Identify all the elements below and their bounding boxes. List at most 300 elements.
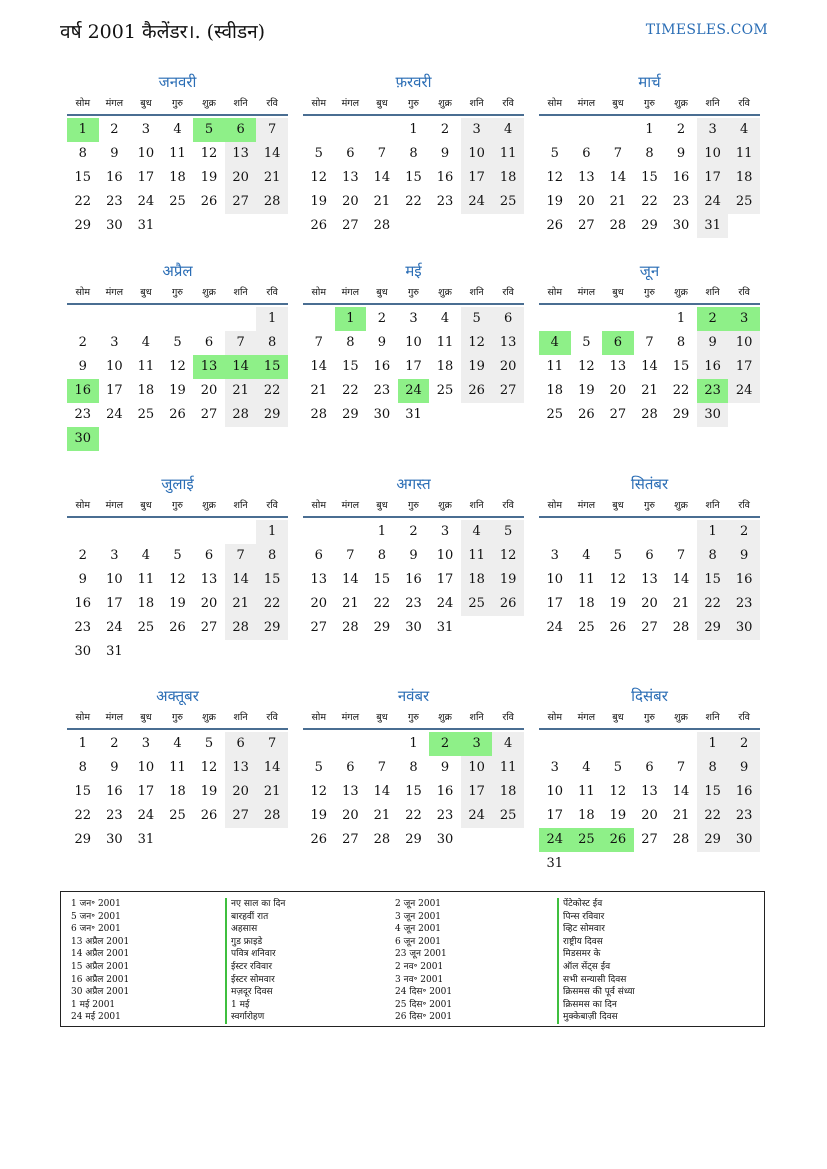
day-cell[interactable]: 1 bbox=[67, 118, 99, 142]
day-cell[interactable]: 7 bbox=[377, 760, 387, 775]
day-cell[interactable]: 1 bbox=[645, 122, 654, 137]
day-cell[interactable]: 19 bbox=[609, 808, 627, 823]
day-cell[interactable]: 7 bbox=[314, 335, 323, 350]
day-cell[interactable]: 28 bbox=[672, 832, 690, 847]
day-cell[interactable]: 8 bbox=[256, 331, 288, 355]
day-cell[interactable]: 12 bbox=[609, 572, 627, 587]
day-cell[interactable]: 25 bbox=[137, 407, 155, 422]
day-cell[interactable]: 11 bbox=[137, 572, 155, 587]
day-cell[interactable]: 2 bbox=[78, 548, 87, 563]
day-cell[interactable]: 9 bbox=[676, 146, 686, 161]
day-cell[interactable]: 12 bbox=[310, 170, 328, 185]
day-cell[interactable]: 9 bbox=[440, 146, 450, 161]
day-cell[interactable]: 27 bbox=[225, 190, 257, 214]
day-cell[interactable]: 6 bbox=[346, 146, 355, 161]
day-cell[interactable]: 16 bbox=[436, 170, 454, 185]
day-cell[interactable]: 12 bbox=[200, 146, 218, 161]
day-cell[interactable]: 2 bbox=[728, 520, 760, 544]
day-cell[interactable]: 4 bbox=[461, 520, 493, 544]
day-cell[interactable]: 29 bbox=[74, 218, 92, 233]
day-cell[interactable]: 19 bbox=[492, 568, 524, 592]
day-cell[interactable]: 3 bbox=[141, 122, 151, 137]
day-cell[interactable]: 24 bbox=[398, 379, 430, 403]
day-cell[interactable]: 8 bbox=[645, 146, 654, 161]
day-cell[interactable]: 5 bbox=[204, 736, 214, 751]
day-cell[interactable]: 23 bbox=[74, 407, 92, 422]
day-cell[interactable]: 26 bbox=[310, 218, 328, 233]
day-cell[interactable]: 3 bbox=[440, 524, 450, 539]
day-cell[interactable]: 25 bbox=[492, 190, 524, 214]
day-cell[interactable]: 21 bbox=[672, 596, 690, 611]
day-cell[interactable]: 1 bbox=[697, 520, 729, 544]
day-cell[interactable]: 14 bbox=[609, 170, 627, 185]
day-cell[interactable]: 13 bbox=[609, 359, 627, 374]
day-cell[interactable]: 14 bbox=[256, 142, 288, 166]
day-cell[interactable]: 30 bbox=[74, 644, 92, 659]
day-cell[interactable]: 21 bbox=[373, 194, 391, 209]
day-cell[interactable]: 27 bbox=[609, 407, 627, 422]
day-cell[interactable]: 20 bbox=[225, 780, 257, 804]
day-cell[interactable]: 17 bbox=[436, 572, 454, 587]
site-link[interactable]: TIMESLES.COM bbox=[645, 22, 768, 38]
day-cell[interactable]: 12 bbox=[546, 170, 564, 185]
day-cell[interactable]: 1 bbox=[377, 524, 387, 539]
day-cell[interactable]: 26 bbox=[609, 620, 627, 635]
day-cell[interactable]: 14 bbox=[373, 784, 391, 799]
day-cell[interactable]: 29 bbox=[641, 218, 658, 233]
day-cell[interactable]: 23 bbox=[106, 194, 123, 209]
day-cell[interactable]: 22 bbox=[74, 808, 92, 823]
day-cell[interactable]: 5 bbox=[314, 146, 323, 161]
day-cell[interactable]: 8 bbox=[377, 548, 387, 563]
day-cell[interactable]: 2 bbox=[440, 122, 450, 137]
day-cell[interactable]: 19 bbox=[169, 383, 186, 398]
day-cell[interactable]: 4 bbox=[728, 118, 760, 142]
day-cell[interactable]: 7 bbox=[225, 544, 257, 568]
day-cell[interactable]: 28 bbox=[373, 218, 391, 233]
day-cell[interactable]: 20 bbox=[641, 596, 658, 611]
day-cell[interactable]: 2 bbox=[429, 732, 461, 756]
day-cell[interactable]: 31 bbox=[137, 832, 155, 847]
day-cell[interactable]: 13 bbox=[342, 784, 359, 799]
day-cell[interactable]: 3 bbox=[461, 118, 493, 142]
day-cell[interactable]: 21 bbox=[310, 383, 328, 398]
day-cell[interactable]: 20 bbox=[200, 596, 218, 611]
day-cell[interactable]: 22 bbox=[405, 194, 422, 209]
day-cell[interactable]: 22 bbox=[405, 808, 422, 823]
day-cell[interactable]: 13 bbox=[225, 142, 257, 166]
day-cell[interactable]: 5 bbox=[582, 335, 591, 350]
day-cell[interactable]: 21 bbox=[225, 379, 257, 403]
day-cell[interactable]: 7 bbox=[377, 146, 387, 161]
day-cell[interactable]: 5 bbox=[461, 307, 493, 331]
day-cell[interactable]: 10 bbox=[106, 359, 123, 374]
day-cell[interactable]: 17 bbox=[405, 359, 422, 374]
day-cell[interactable]: 22 bbox=[697, 804, 729, 828]
day-cell[interactable]: 28 bbox=[256, 804, 288, 828]
day-cell[interactable]: 29 bbox=[342, 407, 359, 422]
day-cell[interactable]: 29 bbox=[256, 616, 288, 640]
day-cell[interactable]: 29 bbox=[697, 616, 729, 640]
day-cell[interactable]: 13 bbox=[342, 170, 359, 185]
day-cell[interactable]: 16 bbox=[373, 359, 391, 374]
day-cell[interactable]: 23 bbox=[106, 808, 123, 823]
day-cell[interactable]: 11 bbox=[492, 756, 524, 780]
day-cell[interactable]: 3 bbox=[141, 736, 151, 751]
day-cell[interactable]: 11 bbox=[546, 359, 564, 374]
day-cell[interactable]: 21 bbox=[342, 596, 359, 611]
day-cell[interactable]: 23 bbox=[436, 194, 454, 209]
day-cell[interactable]: 26 bbox=[200, 194, 218, 209]
day-cell[interactable]: 19 bbox=[546, 194, 564, 209]
day-cell[interactable]: 18 bbox=[169, 784, 186, 799]
day-cell[interactable]: 14 bbox=[672, 572, 690, 587]
day-cell[interactable]: 20 bbox=[225, 166, 257, 190]
day-cell[interactable]: 30 bbox=[373, 407, 391, 422]
day-cell[interactable]: 7 bbox=[225, 331, 257, 355]
day-cell[interactable]: 27 bbox=[225, 804, 257, 828]
day-cell[interactable]: 13 bbox=[193, 355, 225, 379]
day-cell[interactable]: 8 bbox=[697, 544, 729, 568]
day-cell[interactable]: 13 bbox=[200, 572, 218, 587]
day-cell[interactable]: 19 bbox=[200, 170, 218, 185]
day-cell[interactable]: 4 bbox=[492, 732, 524, 756]
day-cell[interactable]: 18 bbox=[492, 166, 524, 190]
day-cell[interactable]: 5 bbox=[613, 760, 623, 775]
day-cell[interactable]: 23 bbox=[405, 596, 422, 611]
day-cell[interactable]: 14 bbox=[225, 568, 257, 592]
day-cell[interactable]: 23 bbox=[436, 808, 454, 823]
day-cell[interactable]: 5 bbox=[193, 118, 225, 142]
day-cell[interactable]: 17 bbox=[461, 166, 493, 190]
day-cell[interactable]: 8 bbox=[676, 335, 686, 350]
day-cell[interactable]: 29 bbox=[672, 407, 690, 422]
day-cell[interactable]: 4 bbox=[582, 760, 591, 775]
day-cell[interactable]: 17 bbox=[137, 170, 155, 185]
day-cell[interactable]: 18 bbox=[546, 383, 564, 398]
day-cell[interactable]: 15 bbox=[74, 784, 92, 799]
day-cell[interactable]: 16 bbox=[672, 170, 690, 185]
day-cell[interactable]: 26 bbox=[492, 592, 524, 616]
day-cell[interactable]: 30 bbox=[67, 427, 99, 451]
day-cell[interactable]: 8 bbox=[697, 756, 729, 780]
day-cell[interactable]: 31 bbox=[697, 214, 729, 238]
day-cell[interactable]: 12 bbox=[461, 331, 493, 355]
day-cell[interactable]: 9 bbox=[409, 548, 418, 563]
day-cell[interactable]: 24 bbox=[546, 620, 564, 635]
day-cell[interactable]: 10 bbox=[137, 760, 155, 775]
day-cell[interactable]: 25 bbox=[728, 190, 760, 214]
day-cell[interactable]: 14 bbox=[310, 359, 328, 374]
day-cell[interactable]: 15 bbox=[256, 568, 288, 592]
day-cell[interactable]: 15 bbox=[74, 170, 92, 185]
day-cell[interactable]: 24 bbox=[137, 808, 155, 823]
day-cell[interactable]: 24 bbox=[106, 620, 123, 635]
day-cell[interactable]: 13 bbox=[578, 170, 595, 185]
day-cell[interactable]: 30 bbox=[106, 832, 123, 847]
day-cell[interactable]: 27 bbox=[342, 832, 359, 847]
day-cell[interactable]: 25 bbox=[169, 808, 186, 823]
day-cell[interactable]: 24 bbox=[461, 190, 493, 214]
day-cell[interactable]: 18 bbox=[137, 596, 155, 611]
day-cell[interactable]: 2 bbox=[676, 122, 686, 137]
day-cell[interactable]: 3 bbox=[110, 335, 119, 350]
day-cell[interactable]: 7 bbox=[346, 548, 355, 563]
day-cell[interactable]: 2 bbox=[78, 335, 87, 350]
day-cell[interactable]: 22 bbox=[342, 383, 359, 398]
day-cell[interactable]: 21 bbox=[672, 808, 690, 823]
day-cell[interactable]: 19 bbox=[461, 355, 493, 379]
day-cell[interactable]: 16 bbox=[106, 170, 123, 185]
day-cell[interactable]: 10 bbox=[405, 335, 422, 350]
day-cell[interactable]: 9 bbox=[697, 331, 729, 355]
day-cell[interactable]: 30 bbox=[405, 620, 422, 635]
day-cell[interactable]: 10 bbox=[728, 331, 760, 355]
day-cell[interactable]: 15 bbox=[373, 572, 391, 587]
day-cell[interactable]: 11 bbox=[492, 142, 524, 166]
day-cell[interactable]: 15 bbox=[405, 170, 422, 185]
day-cell[interactable]: 31 bbox=[436, 620, 454, 635]
day-cell[interactable]: 31 bbox=[546, 856, 564, 871]
day-cell[interactable]: 3 bbox=[461, 732, 493, 756]
day-cell[interactable]: 1 bbox=[409, 122, 418, 137]
day-cell[interactable]: 4 bbox=[492, 118, 524, 142]
day-cell[interactable]: 18 bbox=[492, 780, 524, 804]
day-cell[interactable]: 13 bbox=[225, 756, 257, 780]
day-cell[interactable]: 6 bbox=[492, 307, 524, 331]
day-cell[interactable]: 26 bbox=[546, 218, 564, 233]
day-cell[interactable]: 17 bbox=[106, 383, 123, 398]
day-cell[interactable]: 3 bbox=[728, 307, 760, 331]
day-cell[interactable]: 6 bbox=[645, 548, 654, 563]
day-cell[interactable]: 20 bbox=[342, 808, 359, 823]
day-cell[interactable]: 27 bbox=[342, 218, 359, 233]
day-cell[interactable]: 6 bbox=[602, 331, 634, 355]
day-cell[interactable]: 28 bbox=[342, 620, 359, 635]
day-cell[interactable]: 10 bbox=[546, 572, 564, 587]
day-cell[interactable]: 11 bbox=[461, 544, 493, 568]
day-cell[interactable]: 24 bbox=[697, 190, 729, 214]
day-cell[interactable]: 22 bbox=[697, 592, 729, 616]
day-cell[interactable]: 6 bbox=[204, 335, 214, 350]
day-cell[interactable]: 26 bbox=[169, 620, 186, 635]
day-cell[interactable]: 19 bbox=[310, 194, 328, 209]
day-cell[interactable]: 11 bbox=[169, 760, 186, 775]
day-cell[interactable]: 20 bbox=[310, 596, 328, 611]
day-cell[interactable]: 26 bbox=[200, 808, 218, 823]
day-cell[interactable]: 14 bbox=[225, 355, 257, 379]
day-cell[interactable]: 13 bbox=[641, 572, 658, 587]
day-cell[interactable]: 11 bbox=[578, 784, 595, 799]
day-cell[interactable]: 8 bbox=[256, 544, 288, 568]
day-cell[interactable]: 27 bbox=[492, 379, 524, 403]
day-cell[interactable]: 7 bbox=[676, 760, 686, 775]
day-cell[interactable]: 16 bbox=[67, 379, 99, 403]
day-cell[interactable]: 30 bbox=[672, 218, 690, 233]
day-cell[interactable]: 7 bbox=[676, 548, 686, 563]
day-cell[interactable]: 31 bbox=[405, 407, 422, 422]
day-cell[interactable]: 17 bbox=[106, 596, 123, 611]
day-cell[interactable]: 12 bbox=[169, 359, 186, 374]
day-cell[interactable]: 2 bbox=[697, 307, 729, 331]
day-cell[interactable]: 26 bbox=[310, 832, 328, 847]
day-cell[interactable]: 30 bbox=[436, 832, 454, 847]
day-cell[interactable]: 23 bbox=[672, 194, 690, 209]
day-cell[interactable]: 16 bbox=[728, 568, 760, 592]
day-cell[interactable]: 27 bbox=[200, 407, 218, 422]
day-cell[interactable]: 8 bbox=[409, 760, 418, 775]
day-cell[interactable]: 16 bbox=[405, 572, 422, 587]
day-cell[interactable]: 20 bbox=[492, 355, 524, 379]
day-cell[interactable]: 25 bbox=[137, 620, 155, 635]
day-cell[interactable]: 22 bbox=[256, 592, 288, 616]
day-cell[interactable]: 9 bbox=[728, 756, 760, 780]
day-cell[interactable]: 18 bbox=[137, 383, 155, 398]
day-cell[interactable]: 25 bbox=[436, 383, 454, 398]
day-cell[interactable]: 13 bbox=[641, 784, 658, 799]
day-cell[interactable]: 14 bbox=[342, 572, 359, 587]
day-cell[interactable]: 15 bbox=[405, 784, 422, 799]
day-cell[interactable]: 25 bbox=[169, 194, 186, 209]
day-cell[interactable]: 28 bbox=[225, 403, 257, 427]
day-cell[interactable]: 2 bbox=[409, 524, 418, 539]
day-cell[interactable]: 9 bbox=[728, 544, 760, 568]
day-cell[interactable]: 29 bbox=[256, 403, 288, 427]
day-cell[interactable]: 8 bbox=[78, 146, 87, 161]
day-cell[interactable]: 5 bbox=[173, 335, 182, 350]
day-cell[interactable]: 21 bbox=[373, 808, 391, 823]
day-cell[interactable]: 16 bbox=[697, 355, 729, 379]
day-cell[interactable]: 23 bbox=[728, 592, 760, 616]
day-cell[interactable]: 13 bbox=[492, 331, 524, 355]
day-cell[interactable]: 21 bbox=[225, 592, 257, 616]
day-cell[interactable]: 20 bbox=[342, 194, 359, 209]
day-cell[interactable]: 19 bbox=[310, 808, 328, 823]
day-cell[interactable]: 2 bbox=[377, 311, 387, 326]
day-cell[interactable]: 11 bbox=[728, 142, 760, 166]
day-cell[interactable]: 10 bbox=[461, 756, 493, 780]
day-cell[interactable]: 15 bbox=[342, 359, 359, 374]
day-cell[interactable]: 20 bbox=[641, 808, 658, 823]
day-cell[interactable]: 16 bbox=[106, 784, 123, 799]
day-cell[interactable]: 16 bbox=[728, 780, 760, 804]
day-cell[interactable]: 6 bbox=[225, 118, 257, 142]
day-cell[interactable]: 30 bbox=[728, 828, 760, 852]
day-cell[interactable]: 10 bbox=[461, 142, 493, 166]
day-cell[interactable]: 19 bbox=[609, 596, 627, 611]
day-cell[interactable]: 1 bbox=[256, 520, 288, 544]
day-cell[interactable]: 10 bbox=[106, 572, 123, 587]
day-cell[interactable]: 13 bbox=[310, 572, 328, 587]
day-cell[interactable]: 19 bbox=[200, 784, 218, 799]
day-cell[interactable]: 20 bbox=[609, 383, 627, 398]
day-cell[interactable]: 19 bbox=[578, 383, 595, 398]
day-cell[interactable]: 30 bbox=[728, 616, 760, 640]
day-cell[interactable]: 23 bbox=[74, 620, 92, 635]
day-cell[interactable]: 12 bbox=[492, 544, 524, 568]
day-cell[interactable]: 4 bbox=[539, 331, 571, 355]
day-cell[interactable]: 22 bbox=[74, 194, 92, 209]
day-cell[interactable]: 10 bbox=[137, 146, 155, 161]
day-cell[interactable]: 1 bbox=[697, 732, 729, 756]
day-cell[interactable]: 23 bbox=[697, 379, 729, 403]
day-cell[interactable]: 9 bbox=[110, 760, 119, 775]
day-cell[interactable]: 11 bbox=[436, 335, 454, 350]
day-cell[interactable]: 27 bbox=[641, 620, 658, 635]
day-cell[interactable]: 18 bbox=[169, 170, 186, 185]
day-cell[interactable]: 11 bbox=[578, 572, 595, 587]
day-cell[interactable]: 10 bbox=[436, 548, 454, 563]
day-cell[interactable]: 15 bbox=[697, 780, 729, 804]
day-cell[interactable]: 24 bbox=[728, 379, 760, 403]
day-cell[interactable]: 25 bbox=[571, 828, 603, 852]
day-cell[interactable]: 21 bbox=[641, 383, 658, 398]
day-cell[interactable]: 10 bbox=[546, 784, 564, 799]
day-cell[interactable]: 31 bbox=[106, 644, 123, 659]
day-cell[interactable]: 30 bbox=[697, 403, 729, 427]
day-cell[interactable]: 28 bbox=[310, 407, 328, 422]
day-cell[interactable]: 24 bbox=[461, 804, 493, 828]
day-cell[interactable]: 3 bbox=[110, 548, 119, 563]
day-cell[interactable]: 10 bbox=[697, 142, 729, 166]
day-cell[interactable]: 2 bbox=[110, 736, 119, 751]
day-cell[interactable]: 6 bbox=[225, 732, 257, 756]
day-cell[interactable]: 9 bbox=[78, 359, 87, 374]
day-cell[interactable]: 4 bbox=[173, 736, 182, 751]
day-cell[interactable]: 2 bbox=[728, 732, 760, 756]
day-cell[interactable]: 1 bbox=[335, 307, 367, 331]
day-cell[interactable]: 21 bbox=[256, 166, 288, 190]
day-cell[interactable]: 28 bbox=[256, 190, 288, 214]
day-cell[interactable]: 5 bbox=[492, 520, 524, 544]
day-cell[interactable]: 22 bbox=[256, 379, 288, 403]
day-cell[interactable]: 8 bbox=[346, 335, 355, 350]
day-cell[interactable]: 17 bbox=[546, 596, 564, 611]
day-cell[interactable]: 22 bbox=[373, 596, 391, 611]
day-cell[interactable]: 28 bbox=[373, 832, 391, 847]
day-cell[interactable]: 9 bbox=[78, 572, 87, 587]
day-cell[interactable]: 25 bbox=[492, 804, 524, 828]
day-cell[interactable]: 6 bbox=[645, 760, 654, 775]
day-cell[interactable]: 14 bbox=[373, 170, 391, 185]
day-cell[interactable]: 7 bbox=[645, 335, 654, 350]
day-cell[interactable]: 18 bbox=[578, 596, 595, 611]
day-cell[interactable]: 22 bbox=[672, 383, 690, 398]
day-cell[interactable]: 23 bbox=[728, 804, 760, 828]
day-cell[interactable]: 5 bbox=[314, 760, 323, 775]
day-cell[interactable]: 28 bbox=[672, 620, 690, 635]
day-cell[interactable]: 30 bbox=[106, 218, 123, 233]
day-cell[interactable]: 5 bbox=[173, 548, 182, 563]
day-cell[interactable]: 4 bbox=[141, 548, 151, 563]
day-cell[interactable]: 7 bbox=[256, 118, 288, 142]
day-cell[interactable]: 17 bbox=[461, 780, 493, 804]
day-cell[interactable]: 28 bbox=[609, 218, 627, 233]
day-cell[interactable]: 27 bbox=[641, 832, 658, 847]
day-cell[interactable]: 17 bbox=[697, 166, 729, 190]
day-cell[interactable]: 18 bbox=[728, 166, 760, 190]
day-cell[interactable]: 11 bbox=[137, 359, 155, 374]
day-cell[interactable]: 1 bbox=[676, 311, 686, 326]
day-cell[interactable]: 20 bbox=[200, 383, 218, 398]
day-cell[interactable]: 27 bbox=[200, 620, 218, 635]
day-cell[interactable]: 4 bbox=[440, 311, 450, 326]
day-cell[interactable]: 21 bbox=[609, 194, 627, 209]
day-cell[interactable]: 27 bbox=[578, 218, 595, 233]
day-cell[interactable]: 15 bbox=[641, 170, 658, 185]
day-cell[interactable]: 29 bbox=[373, 620, 391, 635]
day-cell[interactable]: 9 bbox=[377, 335, 387, 350]
